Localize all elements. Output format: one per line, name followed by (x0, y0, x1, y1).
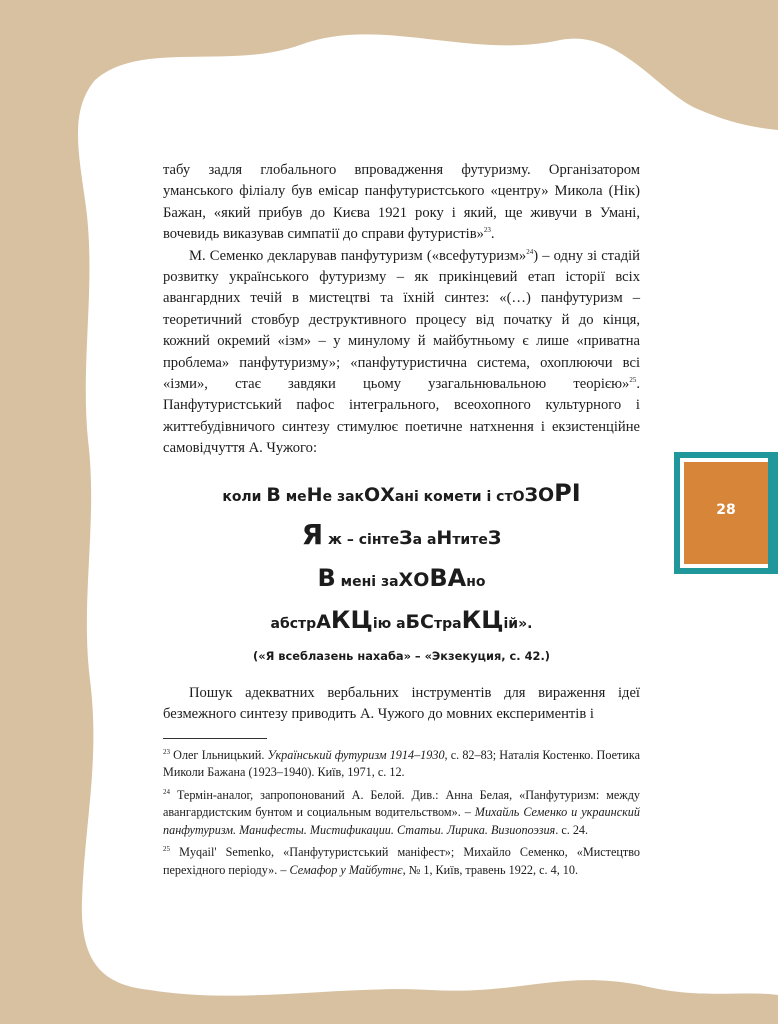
main-text-column (163, 160, 640, 885)
page-number-tab (674, 452, 778, 574)
footnote: $^{24}$ Термін-аналог, запропонований А. Белой. Див.: Анна Белая, «Панфутуризм: между авангардистским бунтом и социальным водительством». – Михайль Семенко и украинский панфутуризм. Манифесты. Мистификации. Статьи. Лирика. Визиопоэзия. с. 24. (163, 787, 640, 837)
poem-line: В мені заХОВАно (317, 563, 486, 592)
poem-source: («Я всеблазень нахаба» – «Экзекуция, с. 42.) (253, 648, 550, 663)
tab-teal-strip (768, 458, 778, 568)
poem-line: Я ж – сінтеЗа аНтитеЗ (301, 517, 502, 551)
poem-line: коли В меНе закОХані комети і стОЗОРІ (222, 478, 581, 507)
paragraph: Пошук адекватних вербальних інструментів для вираження ідеї безмежного синтезу приводить А. Чужого до мовних експериментів і (163, 684, 640, 723)
poem-line: абстрАКЦію аБСтраКЦій». (270, 605, 533, 634)
footnote-divider (163, 738, 267, 739)
page-number: 28 (716, 502, 736, 518)
poem (163, 474, 640, 643)
paragraph: табу задля глобального впровадження футуризму. Організатором уманського філіалу був емісар панфутуристського «центру» Микола (Нік) Бажан, «який прибув до Києва 1921 року і який, ще живучи в Умані, вочевидь виказував симпатії до справи футуристів»$^{23}$. (163, 162, 640, 243)
footnote: $^{25}$ Myqail' Semenko, «Панфутуристський маніфест»; Михайло Семенко, «Мистецтво перехідного періоду». – Семафор у Майбутнє, № 1, Київ, травень 1922, с. 4, 10. (163, 845, 641, 878)
footnote: $^{23}$ Олег Ільницький. Український футуризм 1914–1930, с. 82–83; Наталія Костенко. Поетика Миколи Бажана (1923–1940). Київ, 1971, с. 12. (163, 747, 641, 780)
footnote-ref: 23 (483, 226, 491, 235)
footnote-ref: 25 (629, 376, 637, 385)
footnote-ref: 24 (526, 247, 534, 256)
paragraph: М. Семенко декларував панфутуризм («всефутуризм»$^{24}$) – одну зі стадій розвитку українського футуризму – як прикінцевий етап історії всіх авангардних течій в мистецтві та їхній синтез: «(…) панфутуризм – теоретичний стовбур деструктивного процесу від початку й до кінця, кожний окремий «ізм» – у минулому й майбутньому є лише «приватна проблема» панфутуризму»; «панфутуристична система, охоплюючи всі «ізми», стає завдяки цьому узагальнювальною теорією»$^{25}$. Панфутуристський пафос інтегрального, всеохопного культурного і життебудівничого синтезу стимулює поетичне натхнення і екзистенційне самовідчуття А. Чужого: (163, 247, 640, 457)
